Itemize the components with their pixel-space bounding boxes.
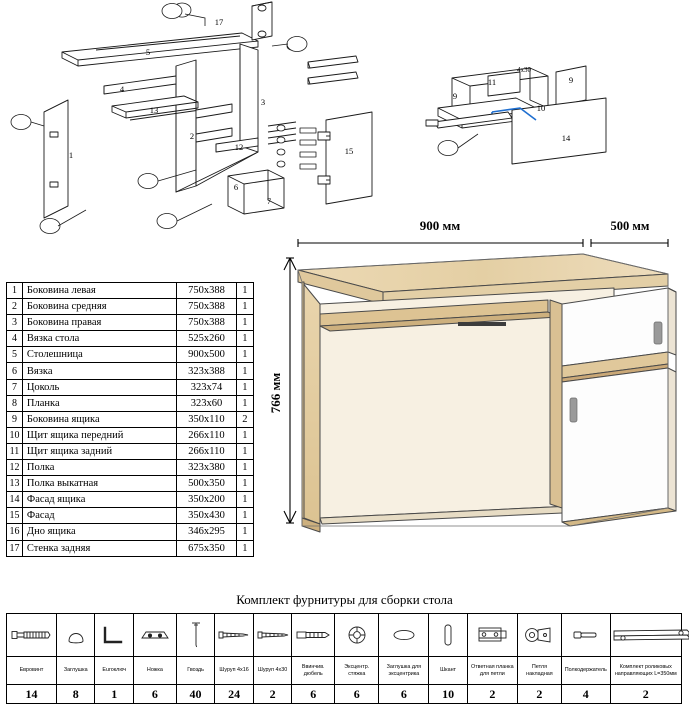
kit-icon-cell (335, 614, 379, 657)
part-number: 5 (7, 347, 23, 363)
part-size: 500x350 (177, 476, 236, 492)
kit-count: 4 (562, 685, 611, 704)
kit-label: Euroключ (95, 657, 134, 685)
kit-icon-cell (133, 614, 176, 657)
callout-9b: 9 (452, 91, 458, 101)
part-size: 525x260 (177, 331, 236, 347)
part-name: Щит ящика передний (22, 427, 176, 443)
callout-3: 3 (260, 97, 266, 107)
part-name: Полка выкатная (22, 476, 176, 492)
table-row (7, 508, 254, 524)
part-size: 750x388 (177, 299, 236, 315)
table-row (7, 347, 254, 363)
fastener-note-4x30: 4х30 (517, 66, 531, 74)
part-qty: 1 (236, 476, 253, 492)
screw-4x30-icon (256, 627, 290, 643)
part-number: 4 (7, 331, 23, 347)
parts-list-table (6, 282, 254, 557)
part-name: Вязка стола (22, 331, 176, 347)
callout-14: 14 (561, 133, 571, 143)
part-qty: 2 (236, 411, 253, 427)
kit-icon-cell (253, 614, 292, 657)
part-qty: 1 (236, 331, 253, 347)
kit-label: Шкант (429, 657, 468, 685)
table-row (7, 443, 254, 459)
part-number: 3 (7, 315, 23, 331)
part-name: Боковина ящика (22, 411, 176, 427)
kit-count: 24 (215, 685, 254, 704)
part-name: Стенка задняя (22, 540, 176, 556)
callout-5: 5 (145, 47, 151, 57)
kit-icon-cell (429, 614, 468, 657)
part-name: Фасад (22, 508, 176, 524)
kit-label: Комплект роликовых направляющих L=350мм (610, 657, 681, 685)
kit-icon-cell (517, 614, 561, 657)
kit-icon-cell (379, 614, 429, 657)
kit-icon-cell (176, 614, 215, 657)
eurokey-icon (101, 624, 127, 646)
part-size: 750x388 (177, 283, 236, 299)
part-number: 13 (7, 476, 23, 492)
kit-count: 6 (379, 685, 429, 704)
screw-4x16-icon (217, 627, 251, 643)
callout-1: 1 (68, 150, 74, 160)
kit-count: 6 (292, 685, 335, 704)
kit-icon-cell (610, 614, 681, 657)
screw-in-dowel-icon (295, 627, 331, 643)
table-row (7, 395, 254, 411)
kit-icon-cell (95, 614, 134, 657)
part-size: 323x380 (177, 460, 236, 476)
part-qty: 1 (236, 315, 253, 331)
leg-icon (138, 625, 172, 645)
table-row (7, 331, 254, 347)
part-name: Полка (22, 460, 176, 476)
shelf-support-icon (571, 627, 601, 643)
kit-label: Заглушка (56, 657, 95, 685)
part-qty: 1 (236, 395, 253, 411)
kit-icon-cell (467, 614, 517, 657)
hinge-icon (523, 622, 555, 648)
kit-icon-cell (56, 614, 95, 657)
kit-icon-cell (562, 614, 611, 657)
kit-icon-cell (292, 614, 335, 657)
table-row (7, 427, 254, 443)
part-size: 346x295 (177, 524, 236, 540)
part-name: Щит ящика задний (22, 443, 176, 459)
part-qty: 1 (236, 379, 253, 395)
eccentric-cap-icon (390, 626, 418, 644)
part-size: 675x350 (177, 540, 236, 556)
part-number: 17 (7, 540, 23, 556)
kit-label: Ввинчив. дюбель (292, 657, 335, 685)
table-row (7, 476, 254, 492)
table-row (7, 540, 254, 556)
kit-label: Шуруп 4x16 (215, 657, 254, 685)
kit-count: 6 (133, 685, 176, 704)
table-row (7, 460, 254, 476)
kit-label: Петля накладная (517, 657, 561, 685)
part-number: 11 (7, 443, 23, 459)
callout-15: 15 (344, 146, 354, 156)
part-size: 266x110 (177, 443, 236, 459)
euroscrew-icon (10, 627, 52, 643)
callout-13: 13 (149, 105, 159, 115)
table-row (7, 363, 254, 379)
part-number: 12 (7, 460, 23, 476)
part-size: 900x500 (177, 347, 236, 363)
kit-count: 40 (176, 685, 215, 704)
kit-label: Гвоздь (176, 657, 215, 685)
part-qty: 1 (236, 524, 253, 540)
dimension-height: 766 мм (268, 372, 283, 414)
part-number: 8 (7, 395, 23, 411)
part-name: Боковина правая (22, 315, 176, 331)
cap-icon (65, 625, 87, 645)
callout-9: 9 (568, 75, 574, 85)
part-size: 323x60 (177, 395, 236, 411)
part-number: 1 (7, 283, 23, 299)
parts-list-body (7, 283, 254, 557)
part-qty: 1 (236, 508, 253, 524)
part-number: 6 (7, 363, 23, 379)
part-number: 9 (7, 411, 23, 427)
kit-count: 6 (335, 685, 379, 704)
hardware-kit-title: Комплект фурнитуры для сборки стола (236, 592, 453, 607)
part-size: 750x388 (177, 315, 236, 331)
callout-11: 11 (487, 77, 497, 87)
part-size: 266x110 (177, 427, 236, 443)
part-number: 16 (7, 524, 23, 540)
table-row (7, 379, 254, 395)
kit-label: Ответная планка для петли (467, 657, 517, 685)
kit-count: 1 (95, 685, 134, 704)
part-qty: 1 (236, 299, 253, 315)
callout-2: 2 (189, 131, 195, 141)
kit-count: 14 (7, 685, 57, 704)
part-name: Боковина левая (22, 283, 176, 299)
callout-12: 12 (234, 142, 244, 152)
dimension-width: 900 мм (419, 218, 461, 233)
kit-count: 10 (429, 685, 468, 704)
part-qty: 1 (236, 540, 253, 556)
finished-desk-drawing (258, 218, 686, 578)
part-size: 350x430 (177, 508, 236, 524)
hardware-kit-table (6, 613, 682, 704)
part-size: 350x110 (177, 411, 236, 427)
kit-count: 2 (467, 685, 517, 704)
kit-icon-cell (7, 614, 57, 657)
kit-count: 2 (517, 685, 561, 704)
part-number: 15 (7, 508, 23, 524)
part-name: Боковина средняя (22, 299, 176, 315)
part-number: 2 (7, 299, 23, 315)
kit-label: Шуруп 4x30 (253, 657, 292, 685)
dimension-depth: 500 мм (610, 219, 650, 233)
part-qty: 1 (236, 443, 253, 459)
kit-label: Полкодержатель (562, 657, 611, 685)
part-size: 350x200 (177, 492, 236, 508)
part-number: 14 (7, 492, 23, 508)
table-row (7, 492, 254, 508)
part-qty: 1 (236, 283, 253, 299)
exploded-assembly-diagram (0, 0, 689, 245)
callout-6: 6 (233, 182, 239, 192)
callout-4: 4 (119, 84, 125, 94)
part-qty: 1 (236, 427, 253, 443)
kit-count: 2 (610, 685, 681, 704)
part-name: Планка (22, 395, 176, 411)
kit-count: 2 (253, 685, 292, 704)
table-row (7, 283, 254, 299)
eccentric-tie-icon (345, 623, 369, 647)
callout-17: 17 (214, 17, 224, 27)
kit-label: Евровинт (7, 657, 57, 685)
kit-label: Ножка (133, 657, 176, 685)
table-row (7, 299, 254, 315)
table-row (7, 315, 254, 331)
part-size: 323x74 (177, 379, 236, 395)
part-name: Дно ящика (22, 524, 176, 540)
part-name: Фасад ящика (22, 492, 176, 508)
part-name: Вязка (22, 363, 176, 379)
kit-label: Эксцентр. стяжка (335, 657, 379, 685)
part-number: 7 (7, 379, 23, 395)
part-name: Столешница (22, 347, 176, 363)
part-qty: 1 (236, 347, 253, 363)
nail-icon (189, 620, 203, 650)
slide-set-icon (611, 626, 689, 644)
kit-label: Заглушка для эксцентрика (379, 657, 429, 685)
part-number: 10 (7, 427, 23, 443)
hinge-plate-icon (475, 622, 509, 648)
table-row (7, 524, 254, 540)
callout-7: 7 (266, 196, 272, 206)
part-size: 323x388 (177, 363, 236, 379)
kit-icon-cell (215, 614, 254, 657)
kit-count: 8 (56, 685, 95, 704)
callout-10: 10 (536, 103, 546, 113)
dowel-icon (441, 621, 455, 649)
part-qty: 1 (236, 460, 253, 476)
part-qty: 1 (236, 363, 253, 379)
table-row (7, 411, 254, 427)
part-name: Цоколь (22, 379, 176, 395)
part-qty: 1 (236, 492, 253, 508)
